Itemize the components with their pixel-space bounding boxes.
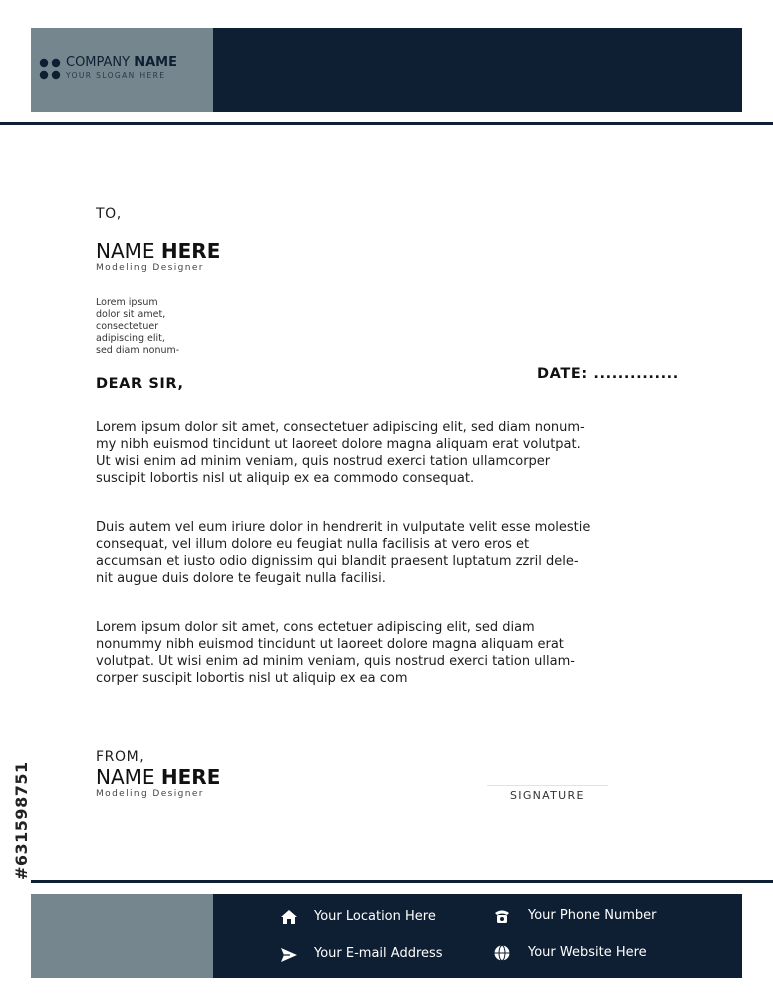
- sender-role: Modeling Designer: [96, 789, 204, 799]
- sender-name: NAME HERE: [96, 765, 221, 789]
- address-line: Lorem ipsum: [96, 297, 158, 308]
- recipient-role: Modeling Designer: [96, 263, 204, 273]
- paragraph-line: accumsan et iusto odio dignissim qui blandit praesent luptatum zzril dele-: [96, 554, 579, 569]
- paragraph-line: suscipit lobortis nisl ut aliquip ex ea commodo consequat.: [96, 471, 475, 486]
- address-line: dolor sit amet,: [96, 309, 166, 320]
- recipient-name: NAME HERE: [96, 239, 221, 263]
- signature-label: SIGNATURE: [510, 789, 585, 802]
- paragraph-line: corper suscipit lobortis nisl ut aliquip ex ea com: [96, 671, 408, 686]
- paragraph-line: Lorem ipsum dolor sit amet, cons ectetuer adipiscing elit, sed diam: [96, 620, 535, 635]
- company-logo-icon: [38, 57, 62, 81]
- address-line: adipiscing elit,: [96, 333, 165, 344]
- date-field: DATE: ..............: [537, 366, 679, 382]
- paragraph-line: Duis autem vel eum iriure dolor in hendrerit in vulputate velit esse molestie: [96, 520, 591, 535]
- globe-icon: [493, 944, 511, 962]
- paragraph-line: my nibh euismod tincidunt ut laoreet dolore magna aliquam erat volutpat.: [96, 437, 581, 452]
- header-navy-block: [213, 28, 742, 112]
- footer-location: Your Location Here: [314, 909, 436, 924]
- send-icon: [280, 946, 298, 964]
- footer-navy-block: [213, 894, 742, 978]
- phone-icon: [493, 907, 511, 925]
- paragraph-line: volutpat. Ut wisi enim ad minim veniam, quis nostrud exerci tation ullam-: [96, 654, 575, 669]
- footer-slate-block: [31, 894, 213, 978]
- greeting: DEAR SIR,: [96, 376, 184, 392]
- body-paragraph: [96, 619, 681, 687]
- footer-website: Your Website Here: [528, 945, 647, 960]
- footer-email: Your E-mail Address: [314, 946, 443, 961]
- footer-divider: [31, 880, 773, 883]
- stock-image-id: #631598751: [12, 761, 31, 880]
- header-divider: [0, 122, 773, 125]
- recipient-address: [96, 297, 236, 357]
- signature-line: [487, 785, 608, 786]
- to-label: TO,: [96, 206, 122, 222]
- company-name: COMPANY NAME: [66, 55, 177, 70]
- paragraph-line: Lorem ipsum dolor sit amet, consectetuer adipiscing elit, sed diam nonum-: [96, 420, 585, 435]
- footer-phone: Your Phone Number: [528, 908, 657, 923]
- paragraph-line: nonummy nibh euismod tincidunt ut laoreet dolore magna aliquam erat: [96, 637, 564, 652]
- paragraph-line: consequat, vel illum dolore eu feugiat nulla facilisis at vero eros et: [96, 537, 530, 552]
- company-slogan: YOUR SLOGAN HERE: [66, 71, 166, 80]
- paragraph-line: nit augue duis dolore te feugait nulla facilisi.: [96, 571, 386, 586]
- address-line: consectetuer: [96, 321, 159, 332]
- home-icon: [280, 908, 298, 926]
- address-line: sed diam nonum-: [96, 345, 180, 356]
- body-paragraph: [96, 519, 681, 587]
- from-label: FROM,: [96, 749, 145, 765]
- body-paragraph: [96, 419, 681, 487]
- paragraph-line: Ut wisi enim ad minim veniam, quis nostrud exerci tation ullamcorper: [96, 454, 551, 469]
